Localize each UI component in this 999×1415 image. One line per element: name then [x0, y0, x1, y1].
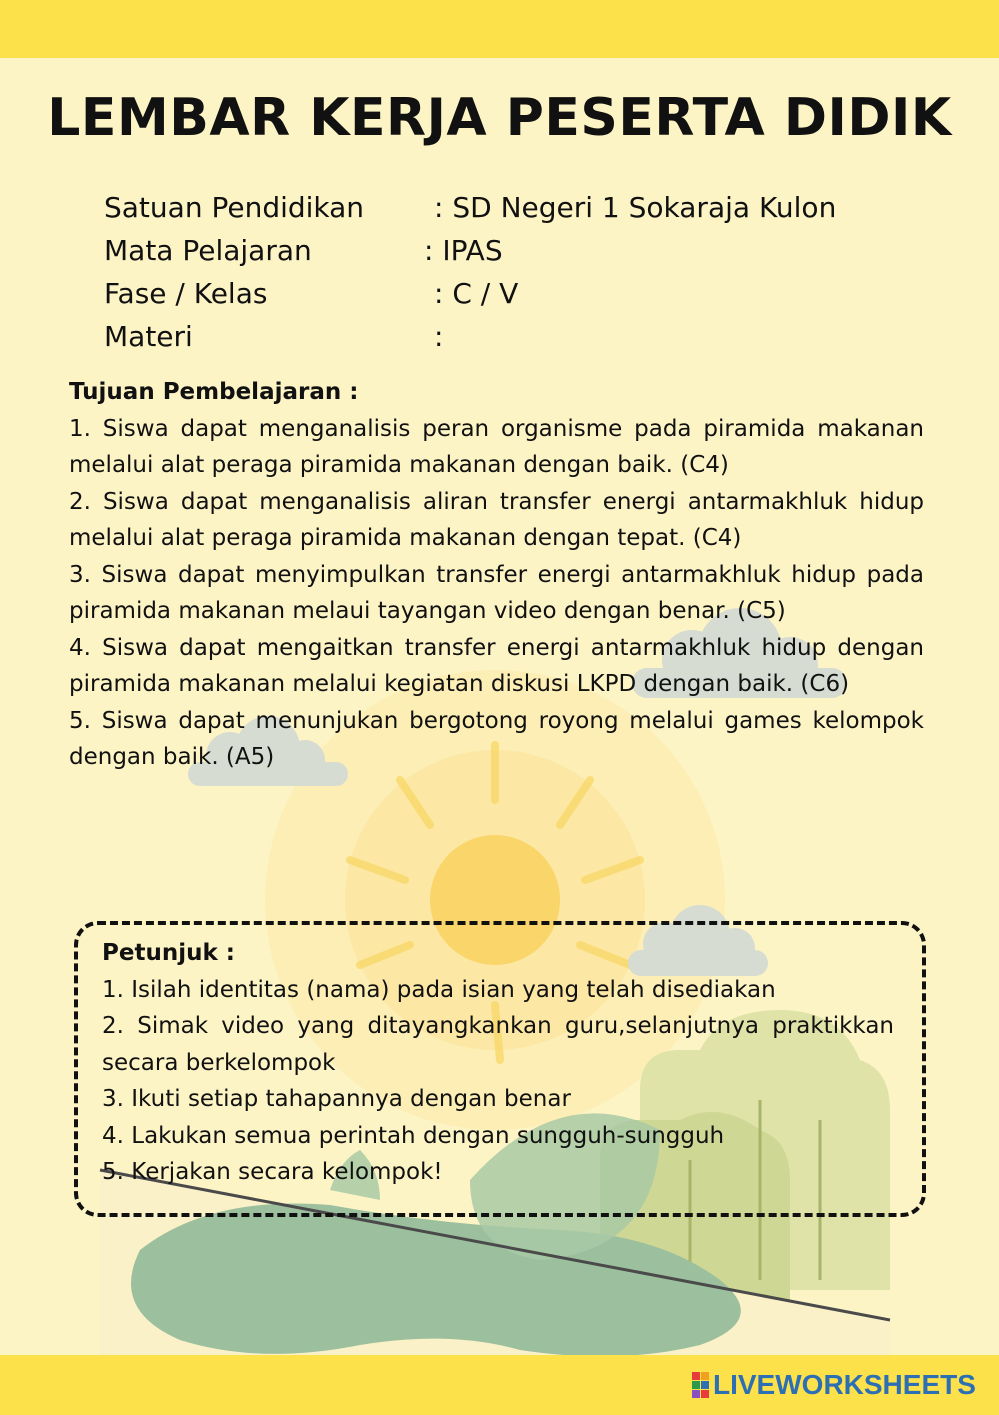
- instructions-heading: Petunjuk :: [102, 940, 235, 966]
- identity-label: Fase / Kelas: [104, 277, 268, 310]
- identity-value: :: [434, 320, 444, 353]
- identity-value: : IPAS: [424, 234, 503, 267]
- instruction-item: 5. Kerjakan secara kelompok!: [102, 1159, 443, 1185]
- goal-item: 3. Siswa dapat menyimpulkan transfer energi antarmakhluk hidup pada piramida makanan melaui tayangan video dengan benar. (C5): [69, 561, 924, 624]
- identity-row-class: [104, 272, 836, 315]
- identity-label: Mata Pelajaran: [104, 234, 312, 267]
- learning-goals: [69, 374, 924, 776]
- identity-value: : SD Negeri 1 Sokaraja Kulon: [434, 191, 837, 224]
- instruction-item: 3. Ikuti setiap tahapannya dengan benar: [102, 1086, 571, 1112]
- goals-heading: Tujuan Pembelajaran :: [69, 379, 359, 405]
- liveworksheets-logo[interactable]: [692, 1370, 976, 1400]
- identity-row-material: [104, 315, 836, 358]
- identity-label: Materi: [104, 320, 193, 353]
- instructions-box: [74, 921, 926, 1217]
- brand-name: LIVEWORKSHEETS: [713, 1369, 976, 1400]
- instruction-item: 2. Simak video yang ditayangkankan guru,selanjutnya praktikkan secara berkelompok: [102, 1013, 894, 1076]
- identity-label: Satuan Pendidikan: [104, 191, 365, 224]
- page-title: LEMBAR KERJA PESERTA DIDIK: [47, 88, 952, 148]
- goal-item: 2. Siswa dapat menganalisis aliran transfer energi antarmakhluk hidup melalui alat peraga piramida makanan dengan tepat. (C4): [69, 488, 924, 551]
- identity-row-subject: [104, 229, 836, 272]
- identity-row-school: [104, 186, 836, 229]
- identity-value: : C / V: [434, 277, 519, 310]
- goal-item: 1. Siswa dapat menganalisis peran organisme pada piramida makanan melalui alat peraga piramida makanan dengan baik. (C4): [69, 415, 924, 478]
- instruction-item: 4. Lakukan semua perintah dengan sungguh-sungguh: [102, 1122, 725, 1149]
- instruction-item: 1. Isilah identitas (nama) pada isian yang telah disediakan: [102, 976, 776, 1003]
- goal-item: 4. Siswa dapat mengaitkan transfer energi antarmakhluk hidup dengan piramida makanan melalui kegiatan diskusi LKPD dengan baik. (C6): [69, 634, 924, 697]
- goal-item: 5. Siswa dapat menunjukan bergotong royong melalui games kelompok dengan baik. (A5): [69, 707, 924, 770]
- logo-blocks-icon: [692, 1372, 709, 1398]
- identity-block: [104, 186, 836, 358]
